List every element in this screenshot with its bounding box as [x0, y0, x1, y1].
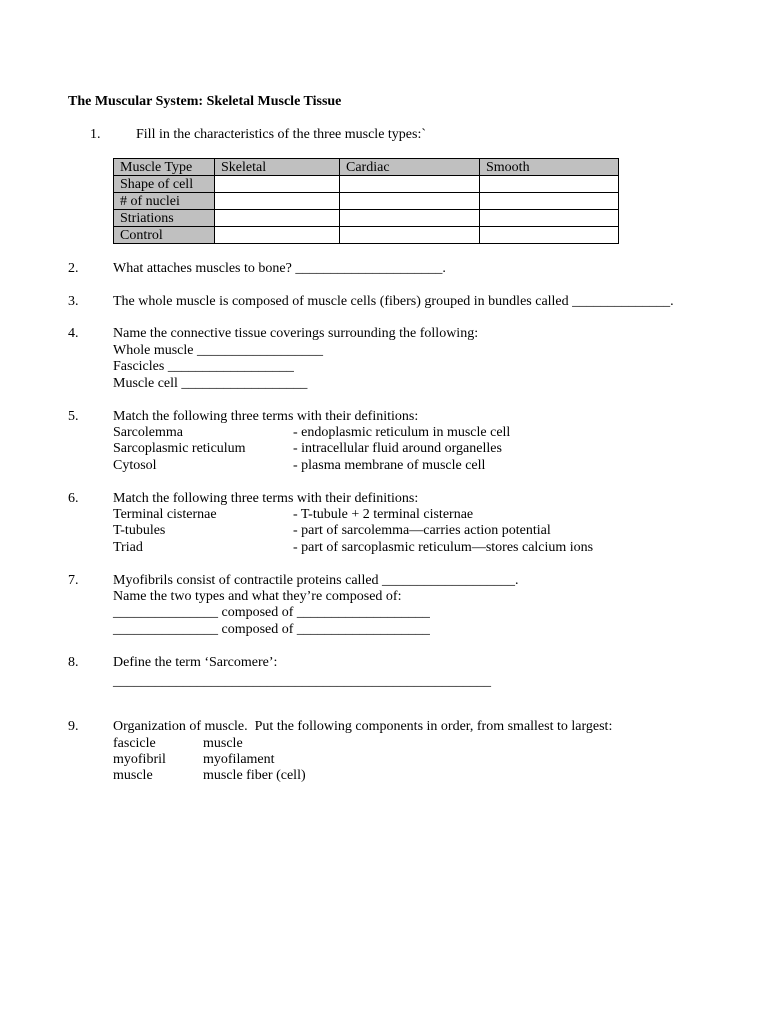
page-title: The Muscular System: Skeletal Muscle Tissue [68, 94, 342, 109]
match-term: Sarcolemma [113, 425, 183, 440]
component-term: fascicle [113, 736, 156, 751]
table-row-label: Striations [114, 210, 215, 227]
match-definition: - intracellular fluid around organelles [293, 441, 502, 456]
question-7-line: _______________ composed of ___________________ [113, 605, 430, 620]
table-cell-blank[interactable] [480, 210, 619, 227]
question-4-text: Name the connective tissue coverings surrounding the following: [113, 326, 479, 341]
table-header-cell: Cardiac [340, 159, 480, 176]
match-definition: - T-tubule + 2 terminal cisternae [293, 507, 474, 522]
component-term: muscle [203, 736, 243, 751]
match-term: Triad [113, 540, 143, 555]
table-row-label: Control [114, 227, 215, 244]
table-cell-blank[interactable] [480, 227, 619, 244]
match-term: Terminal cisternae [113, 507, 217, 522]
table-row [114, 193, 619, 210]
question-7-subtext: Name the two types and what they’re composed of: [113, 589, 402, 604]
question-2-number: 2. [68, 261, 79, 276]
match-term: Sarcoplasmic reticulum [113, 441, 246, 456]
question-1-text: Fill in the characteristics of the three muscle types:` [136, 127, 427, 142]
table-header-cell: Muscle Type [114, 159, 215, 176]
match-definition: - plasma membrane of muscle cell [293, 458, 486, 473]
question-4-line: Whole muscle __________________ [113, 343, 323, 358]
match-term: T-tubules [113, 523, 166, 538]
question-7-number: 7. [68, 573, 79, 588]
question-7-text: Myofibrils consist of contractile proteins called ___________________. [113, 573, 519, 588]
question-3-text: The whole muscle is composed of muscle cells (fibers) grouped in bundles called ______________. [113, 294, 674, 309]
question-9-number: 9. [68, 719, 79, 734]
match-term: Cytosol [113, 458, 157, 473]
table-cell-blank[interactable] [340, 176, 480, 193]
question-1-number: 1. [90, 127, 101, 142]
table-row [114, 210, 619, 227]
question-4-line: Muscle cell __________________ [113, 376, 308, 391]
table-header-cell: Skeletal [215, 159, 340, 176]
table-cell-blank[interactable] [215, 193, 340, 210]
table-cell-blank[interactable] [480, 176, 619, 193]
question-3-number: 3. [68, 294, 79, 309]
match-definition: - part of sarcoplasmic reticulum—stores calcium ions [293, 540, 594, 555]
match-definition: - endoplasmic reticulum in muscle cell [293, 425, 511, 440]
table-cell-blank[interactable] [215, 176, 340, 193]
question-6-number: 6. [68, 491, 79, 506]
component-term: muscle fiber (cell) [203, 768, 306, 783]
component-term: myofilament [203, 752, 275, 767]
question-8-number: 8. [68, 655, 79, 670]
question-9-text: Organization of muscle. Put the following components in order, from smallest to largest: [113, 719, 613, 734]
table-row-label: # of nuclei [114, 193, 215, 210]
table-row [114, 227, 619, 244]
table-header-row [114, 159, 619, 176]
table-cell-blank[interactable] [480, 193, 619, 210]
table-header-cell: Smooth [480, 159, 619, 176]
component-term: muscle [113, 768, 153, 783]
table-cell-blank[interactable] [340, 227, 480, 244]
table-cell-blank[interactable] [340, 193, 480, 210]
component-term: myofibril [113, 752, 166, 767]
table-cell-blank[interactable] [340, 210, 480, 227]
question-2-text: What attaches muscles to bone? _____________________. [113, 261, 446, 276]
question-8-text: Define the term ‘Sarcomere’: [113, 655, 278, 670]
question-5-text: Match the following three terms with their definitions: [113, 409, 419, 424]
table-cell-blank[interactable] [215, 227, 340, 244]
table-cell-blank[interactable] [215, 210, 340, 227]
question-4-line: Fascicles __________________ [113, 359, 294, 374]
question-5-number: 5. [68, 409, 79, 424]
table-row-label: Shape of cell [114, 176, 215, 193]
question-7-line: _______________ composed of ___________________ [113, 622, 430, 637]
table-row [114, 176, 619, 193]
question-4-number: 4. [68, 326, 79, 341]
question-6-text: Match the following three terms with their definitions: [113, 491, 419, 506]
question-8-answer-line: ______________________________________________________ [113, 674, 491, 689]
muscle-types-table [113, 158, 619, 244]
match-definition: - part of sarcolemma—carries action potential [293, 523, 551, 538]
